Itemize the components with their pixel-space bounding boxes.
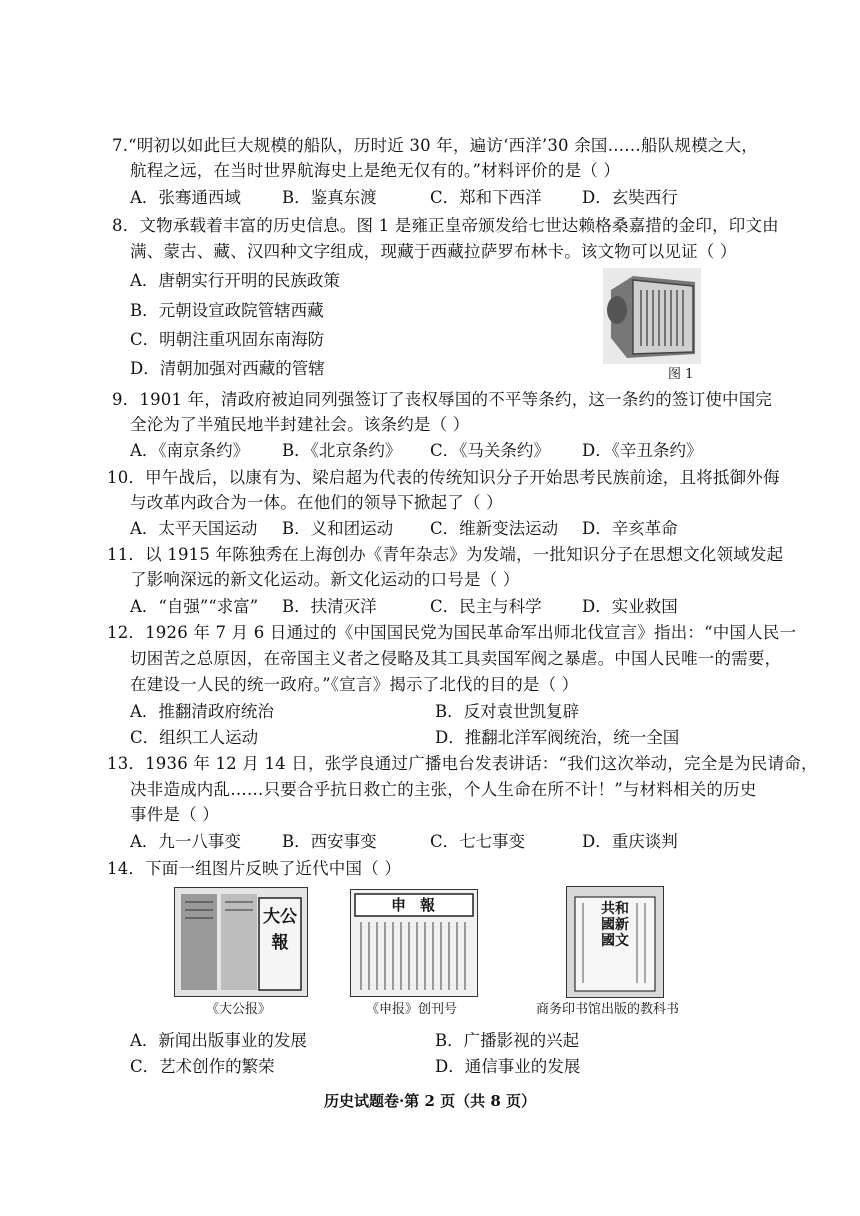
figure-1-seal-image xyxy=(603,268,701,364)
question-13-line-2: 决非造成内乱……只要合乎抗日救亡的主张，个人生命在所不计！”与材料相关的历史 xyxy=(130,780,757,799)
question-8-option-a[interactable]: A．唐朝实行开明的民族政策 xyxy=(130,271,340,290)
dagongbao-image xyxy=(174,887,308,997)
question-13-option-c[interactable]: C．七七事变 xyxy=(430,832,526,851)
textbook-image xyxy=(566,886,664,998)
question-13-option-a[interactable]: A．九一八事变 xyxy=(130,832,241,851)
seal-photo-icon xyxy=(603,268,701,364)
dagongbao-masthead: 大公報 xyxy=(263,907,297,953)
question-13-line-3: 事件是（ ） xyxy=(130,805,219,824)
shenbao-caption: 《申报》创刊号 xyxy=(366,1002,458,1017)
question-11-line-2: 了影响深远的新文化运动。新文化运动的口号是（ ） xyxy=(130,570,520,589)
shenbao-masthead: 申報 xyxy=(391,896,450,914)
question-13-option-d[interactable]: D．重庆谈判 xyxy=(582,832,678,851)
question-12-option-b[interactable]: B．反对袁世凯复辟 xyxy=(435,702,580,721)
dagongbao-caption: 《大公报》 xyxy=(206,1002,272,1017)
question-8-option-d[interactable]: D．清朝加强对西藏的管辖 xyxy=(130,359,325,378)
question-14-option-b[interactable]: B．广播影视的兴起 xyxy=(435,1031,580,1050)
question-12-option-d[interactable]: D．推翻北洋军阀统治，统一全国 xyxy=(435,728,680,747)
question-9-line-2: 全沦为了半殖民地半封建社会。该条约是（ ） xyxy=(130,415,470,434)
question-14-option-a[interactable]: A．新闻出版事业的发展 xyxy=(130,1031,307,1050)
question-8-option-c[interactable]: C．明朝注重巩固东南海防 xyxy=(130,330,325,349)
page-footer: 历史试题卷·第 2 页（共 8 页） xyxy=(324,1092,536,1110)
question-11-option-b[interactable]: B．扶清灭洋 xyxy=(282,597,377,616)
question-9-option-b[interactable]: B．《北京条约》 xyxy=(282,441,402,460)
question-12-option-c[interactable]: C．组织工人运动 xyxy=(130,728,259,747)
question-10-option-d[interactable]: D．辛亥革命 xyxy=(582,519,678,538)
question-8-line-1: 8．文物承载着丰富的历史信息。图 1 是雍正皇帝颁发给七世达赖格桑嘉措的金印，印文由 xyxy=(112,216,779,235)
question-10-option-b[interactable]: B．义和团运动 xyxy=(282,519,394,538)
question-14-option-c[interactable]: C．艺术创作的繁荣 xyxy=(130,1057,275,1076)
question-8-option-b[interactable]: B．元朝设宣政院管辖西藏 xyxy=(130,301,324,320)
question-13-option-b[interactable]: B．西安事变 xyxy=(282,832,377,851)
question-11-option-d[interactable]: D．实业救国 xyxy=(582,597,678,616)
question-7-option-c[interactable]: C．郑和下西洋 xyxy=(430,188,542,207)
question-11-option-c[interactable]: C．民主与科学 xyxy=(430,597,542,616)
question-10-line-2: 与改革内政合为一体。在他们的领导下掀起了（ ） xyxy=(130,493,503,512)
figure-1-caption: 图 1 xyxy=(668,367,694,382)
textbook-caption: 商务印书馆出版的教科书 xyxy=(536,1002,680,1017)
question-12-line-2: 切困苦之总原因，在帝国主义者之侵略及其工具卖国军阀之暴虐。中国人民唯一的需要， xyxy=(130,649,782,668)
question-7-line-2: 航程之远，在当时世界航海史上是绝无仅有的。”材料评价的是（ ） xyxy=(130,161,621,180)
question-14-line-1: 14．下面一组图片反映了近代中国（ ） xyxy=(107,859,402,878)
question-11-line-1: 11．以 1915 年陈独秀在上海创办《青年杂志》为发端，一批知识分子在思想文化领域发起 xyxy=(107,545,784,564)
question-7-option-b[interactable]: B．鉴真东渡 xyxy=(282,188,377,207)
question-14-option-d[interactable]: D．通信事业的发展 xyxy=(435,1057,581,1076)
question-9-option-c[interactable]: C．《马关条约》 xyxy=(430,441,550,460)
question-11-option-a[interactable]: A．“自强”“求富” xyxy=(130,597,259,616)
shenbao-image xyxy=(350,889,478,997)
question-7-option-d[interactable]: D．玄奘西行 xyxy=(582,188,678,207)
question-10-option-a[interactable]: A．太平天国运动 xyxy=(130,519,258,538)
question-9-option-d[interactable]: D．《辛丑条约》 xyxy=(582,441,703,460)
question-12-option-a[interactable]: A．推翻清政府统治 xyxy=(130,702,274,721)
question-7-option-a[interactable]: A．张骞通西域 xyxy=(130,188,241,207)
question-7-line-1: 7.“明初以如此巨大规模的船队，历时近 30 年，遍访‘西洋’30 余国……船队规模之大， xyxy=(112,136,758,155)
question-12-line-1: 12．1926 年 7 月 6 日通过的《中国国民党为国民革命军出师北伐宣言》指出：“中国人民一 xyxy=(107,623,797,642)
textbook-title: 共和國新國文 xyxy=(601,901,629,949)
question-10-line-1: 10．甲午战后，以康有为、梁启超为代表的传统知识分子开始思考民族前途，且将抵御外侮 xyxy=(107,468,780,487)
question-10-option-c[interactable]: C．维新变法运动 xyxy=(430,519,559,538)
question-9-option-a[interactable]: A．《南京条约》 xyxy=(130,441,250,460)
question-13-line-1: 13．1936 年 12 月 14 日，张学良通过广播电台发表讲话：“我们这次举动，完全是为民请命， xyxy=(107,754,818,773)
question-8-line-2: 满、蒙古、藏、汉四种文字组成，现藏于西藏拉萨罗布林卡。该文物可以见证（ ） xyxy=(130,242,737,261)
question-12-line-3: 在建设一人民的统一政府。”《宣言》揭示了北伐的目的是（ ） xyxy=(130,675,579,694)
question-9-line-1: 9．1901 年，清政府被迫同列强签订了丧权辱国的不平等条约，这一条约的签订使中国完 xyxy=(112,390,773,409)
